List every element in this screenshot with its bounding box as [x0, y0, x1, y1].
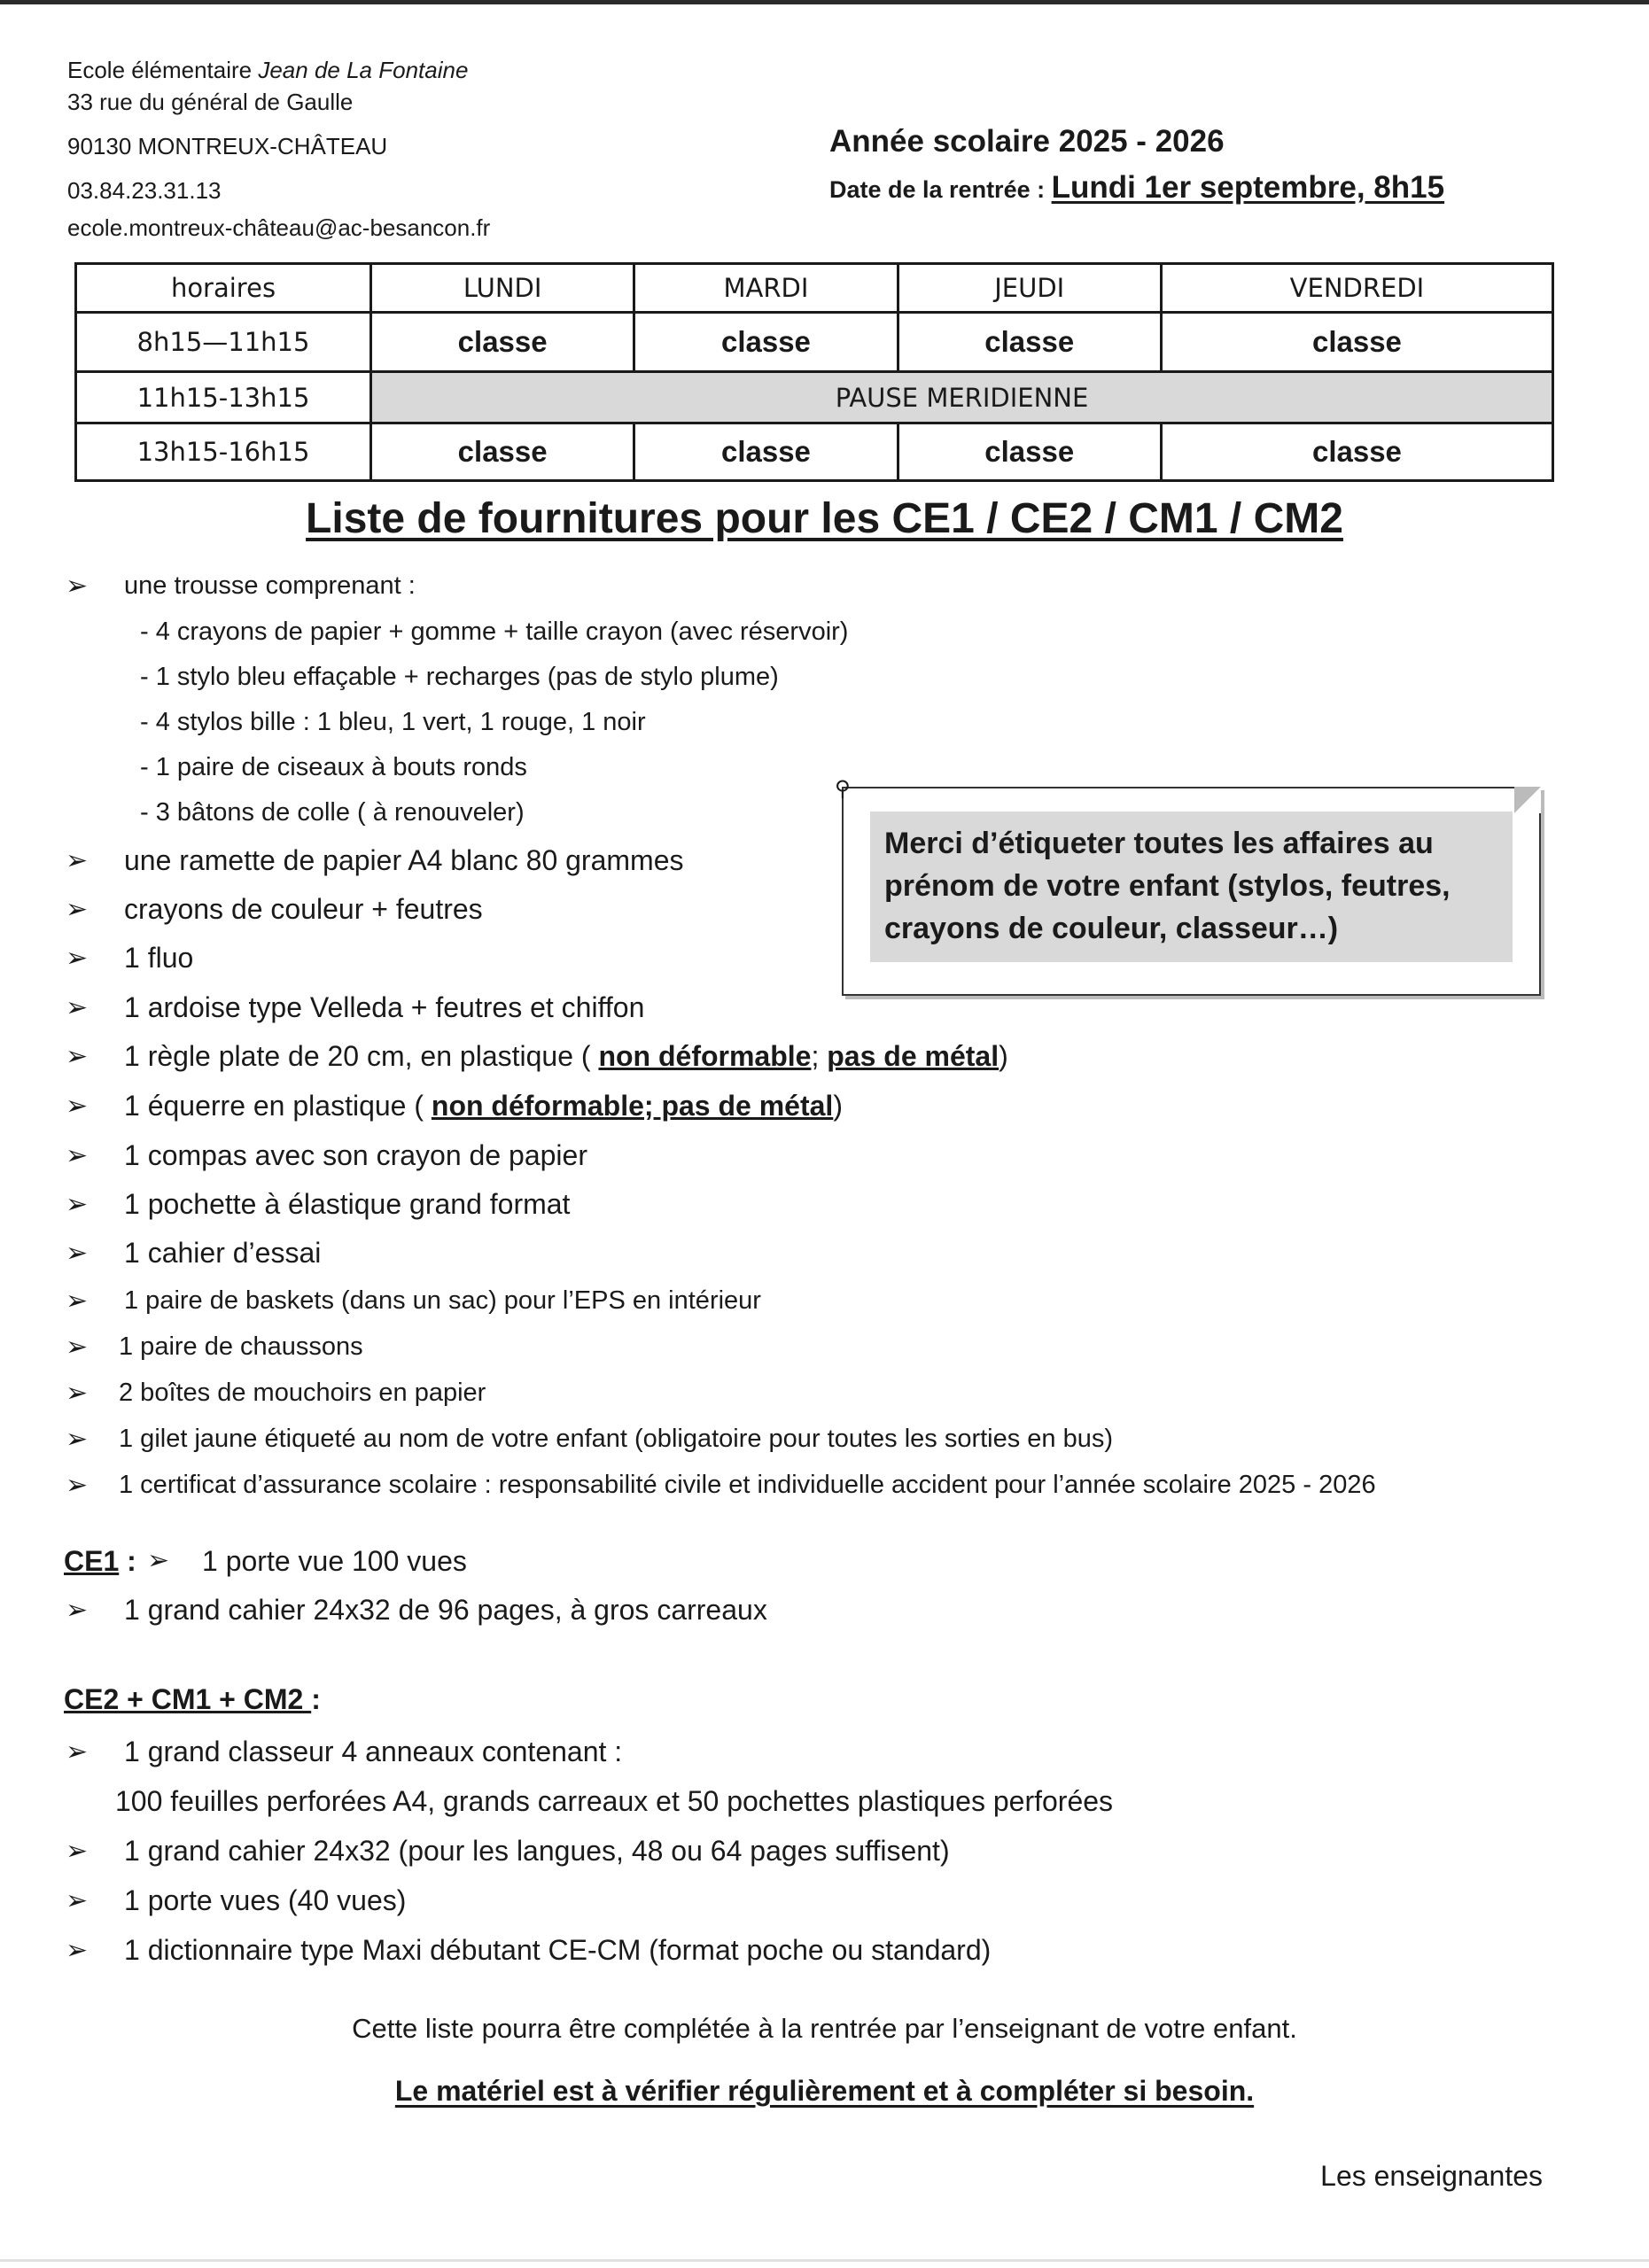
header-lundi: LUNDI — [371, 264, 634, 313]
arrowhead-bullet-icon: ➢ — [66, 571, 89, 601]
page-fold-corner — [1514, 787, 1541, 813]
arrowhead-bullet-icon: ➢ — [66, 1379, 89, 1408]
pushpin-icon: ⚲ — [835, 777, 851, 801]
header-vendredi: VENDREDI — [1161, 264, 1552, 313]
item-crayons: crayons de couleur + feutres — [124, 893, 483, 925]
arrowhead-bullet-icon: ➢ — [66, 944, 89, 973]
header-mardi: MARDI — [634, 264, 898, 313]
arrowhead-bullet-icon: ➢ — [66, 1332, 89, 1362]
arrowhead-bullet-icon: ➢ — [66, 1471, 89, 1500]
item-compas: 1 compas avec son crayon de papier — [124, 1139, 587, 1171]
school-year: Année scolaire 2025 - 2026 — [829, 124, 1225, 159]
school-city: 90130 MONTREUX-CHÂTEAU — [67, 133, 388, 159]
class-cell: classe — [634, 313, 898, 372]
trousse-item: - 4 crayons de papier + gomme + taille crayon (avec réservoir) — [140, 617, 849, 646]
class-cell: classe — [1161, 423, 1552, 481]
signature: Les enseignantes — [1320, 2160, 1543, 2192]
time-cell: 13h15-16h15 — [76, 423, 371, 481]
ce2-item-dictionnaire: 1 dictionnaire type Maxi débutant CE-CM (format poche ou standard) — [124, 1934, 992, 1966]
arrowhead-bullet-icon: ➢ — [66, 993, 89, 1022]
school-name: Ecole élémentaire Jean de La Fontaine — [67, 57, 469, 83]
item-equerre: 1 équerre en plastique ( non déformable; pas de métal) — [124, 1090, 843, 1122]
footer-reminder: Le matériel est à vérifier régulièrement et à compléter si besoin. — [394, 2075, 1255, 2107]
class-cell: classe — [898, 423, 1161, 481]
schedule-table — [74, 262, 1554, 482]
ce2-item-cahier: 1 grand cahier 24x32 (pour les langues, 48 ou 64 pages suffisent) — [124, 1835, 950, 1867]
item-baskets: 1 paire de baskets (dans un sac) pour l’EPS en intérieur — [124, 1286, 761, 1315]
arrowhead-bullet-icon: ➢ — [66, 1936, 89, 1965]
header-jeudi: JEUDI — [898, 264, 1161, 313]
arrowhead-bullet-icon: ➢ — [66, 1425, 89, 1454]
class-cell: classe — [1161, 313, 1552, 372]
scan-bottom-edge — [0, 2259, 1649, 2262]
arrowhead-bullet-icon: ➢ — [66, 895, 89, 924]
class-cell: classe — [371, 423, 634, 481]
schedule-row-afternoon — [76, 423, 1553, 481]
schedule-row-morning — [76, 313, 1553, 372]
arrowhead-bullet-icon: ➢ — [66, 1239, 89, 1268]
trousse-item: - 1 stylo bleu effaçable + recharges (pas de stylo plume) — [140, 663, 779, 691]
arrowhead-bullet-icon: ➢ — [66, 1837, 89, 1866]
rentree-date: Lundi 1er septembre, 8h15 — [1051, 170, 1445, 205]
pause-cell: PAUSE MERIDIENNE — [371, 372, 1553, 423]
arrowhead-bullet-icon: ➢ — [66, 1286, 89, 1316]
item-gilet: 1 gilet jaune étiqueté au nom de votre enfant (obligatoire pour toutes les sorties en bus) — [119, 1425, 1114, 1453]
scan-top-edge — [0, 0, 1649, 4]
school-phone: 03.84.23.31.13 — [67, 177, 222, 204]
note-text: Merci d’étiqueter toutes les affaires au prénom de votre enfant (stylos, feutres, crayons de couleur, classeur…) — [870, 812, 1513, 962]
school-email: ecole.montreux-château@ac-besancon.fr — [67, 214, 491, 241]
arrowhead-bullet-icon: ➢ — [66, 846, 89, 875]
arrowhead-bullet-icon: ➢ — [66, 1091, 89, 1121]
rentree-line: Date de la rentrée : Lundi 1er septembre, 8h15 — [829, 170, 1445, 205]
schedule-header-row — [76, 264, 1553, 313]
arrowhead-bullet-icon: ➢ — [147, 1546, 170, 1575]
schedule-row-pause — [76, 372, 1553, 423]
class-cell: classe — [634, 423, 898, 481]
item-cahier-essai: 1 cahier d’essai — [124, 1237, 322, 1269]
item-ardoise: 1 ardoise type Velleda + feutres et chiffon — [124, 991, 645, 1023]
arrowhead-bullet-icon: ➢ — [66, 1737, 89, 1767]
ce2-item-porte-vues: 1 porte vues (40 vues) — [124, 1884, 407, 1916]
item-fluo: 1 fluo — [124, 942, 194, 974]
item-assurance: 1 certificat d’assurance scolaire : responsabilité civile et individuelle accident pour l’année scolaire 2025 - 2026 — [119, 1471, 1376, 1499]
arrowhead-bullet-icon: ➢ — [66, 1886, 89, 1915]
ce2-classeur-detail: 100 feuilles perforées A4, grands carreaux et 50 pochettes plastiques perforées — [115, 1785, 1114, 1817]
school-street: 33 rue du général de Gaulle — [67, 89, 354, 115]
arrowhead-bullet-icon: ➢ — [66, 1042, 89, 1071]
trousse-item: - 4 stylos bille : 1 bleu, 1 vert, 1 rouge, 1 noir — [140, 708, 646, 736]
time-cell: 8h15—11h15 — [76, 313, 371, 372]
time-cell: 11h15-13h15 — [76, 372, 371, 423]
arrowhead-bullet-icon: ➢ — [66, 1190, 89, 1219]
item-mouchoirs: 2 boîtes de mouchoirs en papier — [119, 1379, 486, 1407]
arrowhead-bullet-icon: ➢ — [66, 1141, 89, 1170]
ce2-item-classeur: 1 grand classeur 4 anneaux contenant : — [124, 1736, 623, 1767]
ce1-item-porte-vue: 1 porte vue 100 vues — [202, 1545, 467, 1577]
class-cell: classe — [898, 313, 1161, 372]
item-ramette: une ramette de papier A4 blanc 80 grammes — [124, 844, 684, 876]
footer-note: Cette liste pourra être complétée à la rentrée par l’enseignant de votre enfant. — [352, 2013, 1297, 2044]
item-regle: 1 règle plate de 20 cm, en plastique ( non déformable; pas de métal) — [124, 1040, 1008, 1072]
item-pochette: 1 pochette à élastique grand format — [124, 1188, 571, 1220]
list-title: Liste de fournitures pour les CE1 / CE2 / CM1 / CM2 — [306, 495, 1343, 542]
trousse-item: - 1 paire de ciseaux à bouts ronds — [140, 753, 527, 781]
ce2-cm-heading: CE2 + CM1 + CM2 : — [64, 1683, 321, 1715]
ce1-heading: CE1 : — [64, 1545, 136, 1577]
item-chaussons: 1 paire de chaussons — [119, 1332, 363, 1361]
arrowhead-bullet-icon: ➢ — [66, 1596, 89, 1625]
trousse-label: une trousse comprenant : — [124, 571, 416, 600]
ce1-item-cahier: 1 grand cahier 24x32 de 96 pages, à gros carreaux — [124, 1594, 767, 1626]
header-horaires: horaires — [76, 264, 371, 313]
label-reminder-note — [835, 777, 1541, 996]
class-cell: classe — [371, 313, 634, 372]
trousse-item: - 3 bâtons de colle ( à renouveler) — [140, 798, 525, 827]
